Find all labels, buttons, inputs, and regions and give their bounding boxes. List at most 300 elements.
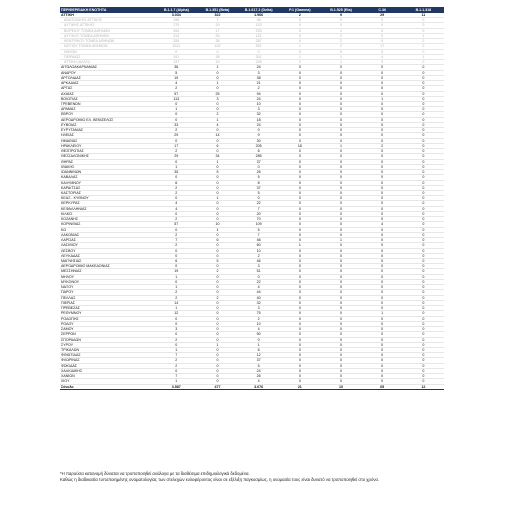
- row-value: 0: [403, 211, 444, 216]
- row-value: 0: [279, 185, 320, 190]
- row-value: 0: [320, 190, 361, 195]
- row-value: 0: [362, 316, 403, 321]
- row-name: ΙΘΑΚΗΣ: [60, 164, 156, 169]
- row-value: 0: [197, 300, 238, 305]
- row-value: 0: [320, 253, 361, 258]
- row-value: 26: [238, 374, 279, 379]
- row-value: 0: [362, 248, 403, 253]
- row-value: 0: [156, 368, 197, 373]
- row-value: 3: [197, 96, 238, 101]
- row-value: 0: [362, 269, 403, 274]
- row-value: 0: [320, 222, 361, 227]
- row-value: 0: [403, 321, 444, 326]
- row-value: 0: [320, 128, 361, 133]
- row-value: 0: [197, 279, 238, 284]
- row-value: 0: [362, 175, 403, 180]
- table-row: [60, 384, 444, 389]
- row-value: 0: [403, 358, 444, 363]
- row-value: 22: [238, 201, 279, 206]
- row-name: ΝΗΣΩΝ: [60, 49, 156, 54]
- row-value: 0: [362, 180, 403, 185]
- row-value: 0: [362, 49, 403, 54]
- row-name: ΘΗΡΑΣ: [60, 159, 156, 164]
- row-value: 12: [156, 311, 197, 316]
- row-value: 137: [156, 60, 197, 65]
- row-value: 17: [197, 28, 238, 33]
- row-value: 36: [156, 65, 197, 70]
- row-value: 0: [279, 379, 320, 384]
- row-value: 0: [320, 217, 361, 222]
- row-value: 0: [403, 170, 444, 175]
- row-value: 0: [197, 337, 238, 342]
- row-value: 0: [362, 122, 403, 127]
- row-name: Σύνολο: [60, 384, 156, 389]
- row-value: 29: [156, 154, 197, 159]
- row-value: 0: [403, 159, 444, 164]
- row-name: ΣΠΟΡΑΔΩΝ: [60, 337, 156, 342]
- row-value: 1: [156, 306, 197, 311]
- row-value: 0: [320, 306, 361, 311]
- row-value: 33: [156, 122, 197, 127]
- row-value: 0: [403, 201, 444, 206]
- row-value: 0: [403, 232, 444, 237]
- row-value: 3: [238, 107, 279, 112]
- row-value: 19: [156, 269, 197, 274]
- row-name: ΦΛΩΡΙΝΑΣ: [60, 358, 156, 363]
- row-name: ΘΕΣΣΑΛΟΝΙΚΗΣ: [60, 154, 156, 159]
- row-value: 0: [320, 358, 361, 363]
- row-name: ΧΑΝΙΩΝ: [60, 374, 156, 379]
- row-value: 0: [279, 285, 320, 290]
- row-value: 0: [197, 264, 238, 269]
- row-value: 0: [279, 316, 320, 321]
- row-value: 0: [320, 196, 361, 201]
- row-value: 0: [320, 368, 361, 373]
- row-value: 2: [156, 290, 197, 295]
- row-name: ΠΑΡΟΥ: [60, 290, 156, 295]
- row-value: 20: [238, 211, 279, 216]
- row-value: 0: [320, 274, 361, 279]
- row-value: 0: [403, 217, 444, 222]
- row-name: ΚΟΖΑΝΗΣ: [60, 217, 156, 222]
- row-value: 0: [279, 374, 320, 379]
- row-value: 113: [156, 96, 197, 101]
- row-name: ΑΝΔΡΟΥ: [60, 70, 156, 75]
- row-value: 0: [362, 65, 403, 70]
- row-value: 0: [197, 248, 238, 253]
- row-value: 40: [238, 295, 279, 300]
- row-value: 0: [403, 238, 444, 243]
- row-value: 0: [156, 227, 197, 232]
- row-value: 0: [403, 295, 444, 300]
- row-value: 0: [403, 101, 444, 106]
- row-value: 7: [238, 232, 279, 237]
- row-value: 0: [320, 86, 361, 91]
- row-value: 313: [156, 33, 197, 38]
- row-value: 0: [279, 196, 320, 201]
- row-value: 0: [279, 180, 320, 185]
- header-delta: B.1.617.2 (Delta): [238, 7, 279, 13]
- header-c36: C.36: [362, 7, 403, 13]
- row-name: ΚΩ: [60, 227, 156, 232]
- row-value: 0: [403, 185, 444, 190]
- row-name: ΒΟΡΕΙΟΥ ΤΟΜΕΑ ΑΘΗΝΩΝ: [60, 28, 156, 33]
- row-value: 7: [156, 238, 197, 243]
- row-name: ΛΑΣΙΘΙΟΥ: [60, 243, 156, 248]
- row-value: 0: [403, 18, 444, 23]
- row-name: ΑΡΚΑΔΙΑΣ: [60, 81, 156, 86]
- row-value: 12: [403, 384, 444, 389]
- row-value: 32: [238, 300, 279, 305]
- row-value: 60: [238, 243, 279, 248]
- row-value: 287: [238, 39, 279, 44]
- row-value: 5: [238, 227, 279, 232]
- row-value: 0: [279, 342, 320, 347]
- row-value: 0: [362, 337, 403, 342]
- row-value: 0: [279, 138, 320, 143]
- row-value: 0: [362, 243, 403, 248]
- row-value: 4: [238, 285, 279, 290]
- row-value: 0: [362, 211, 403, 216]
- row-value: 0: [279, 159, 320, 164]
- row-name: ΕΥΒΟΙΑΣ: [60, 122, 156, 127]
- row-value: 121: [238, 33, 279, 38]
- row-value: 2: [238, 86, 279, 91]
- row-value: 4: [197, 122, 238, 127]
- row-value: 1: [156, 274, 197, 279]
- row-value: 0: [403, 49, 444, 54]
- row-value: 2: [156, 337, 197, 342]
- row-value: 0: [362, 274, 403, 279]
- row-value: 0: [279, 300, 320, 305]
- row-value: 2: [156, 217, 197, 222]
- row-name: ΣΥΡΟΥ: [60, 342, 156, 347]
- row-value: 2: [279, 13, 320, 18]
- row-value: 0: [320, 290, 361, 295]
- row-value: 94: [238, 91, 279, 96]
- row-value: 0: [320, 206, 361, 211]
- row-name: ΑΤΤΙΚΗ: [60, 13, 156, 18]
- row-value: 1: [197, 227, 238, 232]
- row-name: ΜΗΛΟΥ: [60, 274, 156, 279]
- row-value: 2: [197, 295, 238, 300]
- row-value: 0: [403, 290, 444, 295]
- row-value: 0: [197, 128, 238, 133]
- row-value: 4: [238, 379, 279, 384]
- row-value: 0: [362, 107, 403, 112]
- row-value: 1: [403, 33, 444, 38]
- row-value: 0: [279, 81, 320, 86]
- row-value: 152: [197, 44, 238, 49]
- row-value: 0: [362, 363, 403, 368]
- row-value: 0: [362, 86, 403, 91]
- row-value: 1: [156, 379, 197, 384]
- row-value: 0: [320, 374, 361, 379]
- row-value: 0: [279, 259, 320, 264]
- row-name: ΠΕΛΛΑΣ: [60, 295, 156, 300]
- header-eta: B.1.525 (Eta): [320, 7, 361, 13]
- row-value: 24: [238, 122, 279, 127]
- row-value: 0: [279, 222, 320, 227]
- row-value: 0: [362, 358, 403, 363]
- row-value: 1: [197, 65, 238, 70]
- row-value: 44: [238, 290, 279, 295]
- row-value: 38: [197, 39, 238, 44]
- row-value: 9: [238, 133, 279, 138]
- row-value: 0: [320, 232, 361, 237]
- row-value: 0: [197, 86, 238, 91]
- row-value: 4: [156, 81, 197, 86]
- row-value: 0: [279, 164, 320, 169]
- row-value: 0: [362, 306, 403, 311]
- row-value: 0: [279, 128, 320, 133]
- row-value: 26: [238, 170, 279, 175]
- row-value: 0: [362, 196, 403, 201]
- row-value: 0: [403, 306, 444, 311]
- row-value: 0: [320, 321, 361, 326]
- row-name: ΔΥΤΙΚΟΥ ΤΟΜΕΑ ΑΘΗΝΩΝ: [60, 33, 156, 38]
- row-value: 24: [238, 368, 279, 373]
- row-value: 0: [156, 196, 197, 201]
- row-value: 0: [197, 190, 238, 195]
- row-name: ΛΕΥΚΑΔΑΣ: [60, 253, 156, 258]
- row-value: 3: [238, 306, 279, 311]
- row-name: ΑΤΤΙΚΗ (ΑΛΛΟ): [60, 60, 156, 65]
- row-value: 0: [156, 332, 197, 337]
- row-name: ΤΡΙΚΑΛΩΝ: [60, 348, 156, 353]
- row-value: 170: [156, 23, 197, 28]
- row-value: 14: [197, 133, 238, 138]
- row-value: 57: [156, 222, 197, 227]
- row-value: 0: [320, 227, 361, 232]
- row-value: 0: [403, 91, 444, 96]
- row-value: 6: [238, 149, 279, 154]
- row-value: 4: [238, 327, 279, 332]
- row-value: 0: [279, 368, 320, 373]
- row-value: 0: [320, 138, 361, 143]
- row-value: 0: [362, 342, 403, 347]
- row-value: 0: [362, 295, 403, 300]
- row-value: 0: [279, 264, 320, 269]
- row-value: 285: [238, 154, 279, 159]
- row-value: 96: [238, 18, 279, 23]
- row-value: 0: [403, 337, 444, 342]
- row-value: 0: [279, 238, 320, 243]
- row-value: 0: [320, 342, 361, 347]
- row-value: 477: [197, 384, 238, 389]
- row-value: 38: [238, 75, 279, 80]
- row-value: 0: [279, 33, 320, 38]
- row-name: ΑΧΑΪΑΣ: [60, 91, 156, 96]
- row-value: 0: [320, 175, 361, 180]
- row-value: 0: [362, 279, 403, 284]
- row-value: 0: [197, 217, 238, 222]
- row-value: 0: [403, 149, 444, 154]
- row-value: 0: [362, 300, 403, 305]
- row-value: 1: [197, 342, 238, 347]
- row-value: 6: [197, 238, 238, 243]
- row-value: 0: [320, 180, 361, 185]
- row-value: 0: [279, 96, 320, 101]
- row-value: 0: [403, 311, 444, 316]
- row-name: ΔΡΑΜΑΣ: [60, 107, 156, 112]
- row-value: 0: [403, 138, 444, 143]
- row-value: 0: [279, 248, 320, 253]
- row-value: 0: [403, 248, 444, 253]
- row-value: 21: [238, 81, 279, 86]
- header-b11318: B.1.1.318: [403, 7, 444, 13]
- row-value: 0: [320, 348, 361, 353]
- row-value: 0: [362, 332, 403, 337]
- row-name: ΚΑΛΥΜΝΟΥ: [60, 180, 156, 185]
- row-value: 0: [362, 149, 403, 154]
- row-value: 0: [403, 363, 444, 368]
- row-value: 0: [279, 65, 320, 70]
- row-value: 0: [197, 306, 238, 311]
- row-value: 0: [197, 368, 238, 373]
- row-value: 0: [320, 259, 361, 264]
- row-value: 6: [156, 180, 197, 185]
- row-value: 0: [320, 117, 361, 122]
- row-value: 2: [156, 232, 197, 237]
- row-value: 0: [362, 133, 403, 138]
- row-name: ΚΕΡΚΥΡΑΣ: [60, 201, 156, 206]
- row-value: 5: [156, 70, 197, 75]
- row-value: 0: [279, 211, 320, 216]
- row-name: ΚΑΡΔΙΤΣΑΣ: [60, 185, 156, 190]
- row-value: 0: [279, 190, 320, 195]
- row-value: 0: [197, 180, 238, 185]
- row-value: 0: [362, 206, 403, 211]
- row-value: 7: [156, 374, 197, 379]
- row-value: 2: [156, 128, 197, 133]
- row-value: 0: [362, 70, 403, 75]
- row-name: ΕΒΡΟΥ: [60, 112, 156, 117]
- row-name: ΝΟΤΙΟΥ ΤΟΜΕΑ ΑΘΗΝΩΝ: [60, 44, 156, 49]
- row-value: 0: [197, 327, 238, 332]
- row-name: ΗΡΑΚΛΕΙΟΥ: [60, 143, 156, 148]
- row-value: 0: [197, 321, 238, 326]
- row-value: 0: [403, 154, 444, 159]
- row-value: 0: [197, 353, 238, 358]
- row-value: 0: [279, 311, 320, 316]
- row-value: 0: [279, 18, 320, 23]
- row-value: 2: [156, 295, 197, 300]
- row-value: 301: [238, 54, 279, 59]
- row-value: 6: [156, 259, 197, 264]
- row-value: 156: [156, 18, 197, 23]
- row-value: 0: [197, 243, 238, 248]
- row-value: 0: [156, 316, 197, 321]
- row-value: 0: [197, 185, 238, 190]
- row-value: 4: [362, 222, 403, 227]
- row-value: 0: [362, 159, 403, 164]
- variants-table: [60, 7, 444, 390]
- row-name: ΔΥΤΙΚΗΣ ΑΤΤΙΚΗΣ: [60, 23, 156, 28]
- row-value: 0: [320, 112, 361, 117]
- row-name: ΡΕΘΥΜΝΟΥ: [60, 311, 156, 316]
- footnote-distribution: *Η παρούσα κατανομή δύναται να τροποποιηθεί ανάλογα με τα διαθέσιμα επιδημιολογικά δεδομένα.: [60, 471, 250, 476]
- row-value: 0: [403, 327, 444, 332]
- row-value: 0: [279, 232, 320, 237]
- row-value: 0: [156, 342, 197, 347]
- row-value: 35: [156, 170, 197, 175]
- row-value: 253: [238, 28, 279, 33]
- row-value: 0: [197, 201, 238, 206]
- row-value: 0: [197, 138, 238, 143]
- row-value: 10: [197, 222, 238, 227]
- row-value: 0: [403, 70, 444, 75]
- row-name: ΑΙΤΩΛΟΑΚΑΡΝΑΝΙΑΣ: [60, 65, 156, 70]
- row-value: 0: [197, 70, 238, 75]
- row-value: 3: [156, 327, 197, 332]
- row-value: 0: [320, 285, 361, 290]
- row-value: 0: [279, 206, 320, 211]
- row-value: 5: [197, 259, 238, 264]
- row-value: 0: [320, 279, 361, 284]
- row-value: 0: [403, 368, 444, 373]
- row-value: 0: [403, 180, 444, 185]
- row-value: 2: [156, 243, 197, 248]
- row-value: 0: [320, 185, 361, 190]
- row-value: 0: [156, 211, 197, 216]
- row-value: 0: [320, 122, 361, 127]
- row-value: 0: [403, 300, 444, 305]
- row-value: 0: [320, 353, 361, 358]
- row-value: 0: [320, 23, 361, 28]
- row-value: 209: [238, 60, 279, 65]
- row-value: 37: [238, 159, 279, 164]
- row-value: 6: [197, 143, 238, 148]
- row-value: 1: [197, 81, 238, 86]
- row-value: 32: [238, 112, 279, 117]
- row-value: 10: [238, 248, 279, 253]
- row-value: 0: [197, 75, 238, 80]
- row-value: 46: [238, 238, 279, 243]
- row-name: ΑΕΡΟΔΡΟΜΙΟ ΕΛ. ΒΕΝΙΖΕΛΟΣ: [60, 117, 156, 122]
- row-value: 0: [197, 374, 238, 379]
- row-value: 0: [362, 164, 403, 169]
- variant-distribution-sheet: [60, 7, 444, 390]
- row-value: 1: [156, 107, 197, 112]
- row-value: 1: [279, 54, 320, 59]
- row-value: 0: [279, 175, 320, 180]
- table-body: [60, 13, 444, 389]
- row-value: 0: [362, 81, 403, 86]
- row-value: 0: [362, 18, 403, 23]
- row-value: 0: [320, 49, 361, 54]
- row-name: ΠΙΕΡΙΑΣ: [60, 300, 156, 305]
- row-value: 1: [279, 44, 320, 49]
- row-value: 1: [197, 196, 238, 201]
- row-value: 205: [238, 143, 279, 148]
- row-value: 0: [362, 368, 403, 373]
- row-value: 0: [403, 143, 444, 148]
- row-value: 0: [362, 264, 403, 269]
- row-value: 10: [238, 101, 279, 106]
- row-value: 0: [156, 248, 197, 253]
- row-value: 12: [238, 353, 279, 358]
- row-value: 18: [279, 143, 320, 148]
- row-value: 0: [197, 348, 238, 353]
- row-value: 0: [362, 170, 403, 175]
- row-value: 0: [403, 269, 444, 274]
- row-value: 0: [320, 269, 361, 274]
- header-gamma: P.1 (Gamma): [279, 7, 320, 13]
- row-value: 0: [156, 138, 197, 143]
- header-beta: B.1.351 (Beta): [197, 7, 238, 13]
- row-value: 0: [279, 327, 320, 332]
